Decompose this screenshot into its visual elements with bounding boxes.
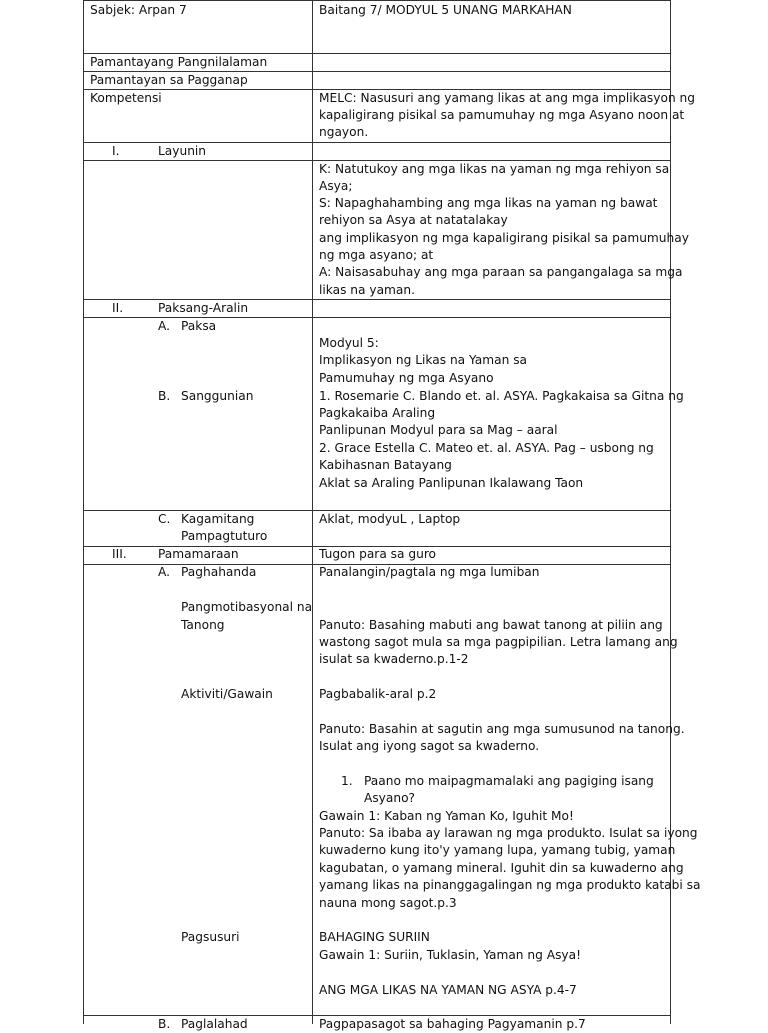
item-letter: A. bbox=[158, 565, 170, 579]
item-letter: B. bbox=[158, 1017, 171, 1031]
gawain1-line: Panuto: Sa ibaba ay larawan ng mga produkto. Isulat sa iyong bbox=[319, 826, 698, 840]
motivation-line: wastong sagot mula sa mga pagpipilian. Letra lamang ang bbox=[319, 635, 678, 649]
gawain1-line: kagubatan, o yamang mineral. Iguhit din sa kuwaderno ang bbox=[319, 861, 684, 875]
gawain1-line: yamang likas na pinanggagalingan ng mga produkto katabi sa bbox=[319, 878, 701, 892]
paghahanda-label: Paghahanda bbox=[181, 565, 257, 579]
table-column-divider bbox=[312, 0, 313, 1024]
item-letter: A. bbox=[158, 319, 170, 333]
table-left-border bbox=[83, 0, 84, 1024]
reference-line: Pagkakaiba Araling bbox=[319, 406, 436, 420]
grade-module-label: Baitang 7/ MODYUL 5 UNANG MARKAHAN bbox=[319, 3, 572, 17]
content-standard-label: Pamantayang Pangnilalaman bbox=[90, 55, 268, 69]
performance-standard-label: Pamantayan sa Pagganap bbox=[90, 73, 248, 87]
objective-line: A: Naisasabuhay ang mga paraan sa pangangalaga sa mga bbox=[319, 265, 683, 279]
gawain1-title: Gawain 1: Kaban ng Yaman Ko, Iguhit Mo! bbox=[319, 809, 574, 823]
reference-line: 2. Grace Estella C. Mateo et. al. ASYA. Pag – usbong ng bbox=[319, 441, 654, 455]
sanggunian-label: Sanggunian bbox=[181, 389, 254, 403]
paghahanda-text: Panalangin/pagtala ng mga lumiban bbox=[319, 565, 540, 579]
kagamitang-label: Kagamitang bbox=[181, 512, 255, 526]
question-line: Asyano? bbox=[364, 791, 416, 805]
objective-line: rehiyon sa Asya at natatalakay bbox=[319, 213, 508, 227]
section-title-pamamaraan: Pamamaraan bbox=[158, 547, 239, 561]
section-number: II. bbox=[112, 301, 124, 315]
section-number: I. bbox=[112, 144, 120, 158]
motivation-label: Tanong bbox=[181, 618, 225, 632]
reference-line: 1. Rosemarie C. Blando et. al. ASYA. Pagkakaisa sa Gitna ng bbox=[319, 389, 684, 403]
analysis-line: Gawain 1: Suriin, Tuklasin, Yaman ng Asya! bbox=[319, 948, 581, 962]
activity-instruction-line: Isulat ang iyong sagot sa kwaderno. bbox=[319, 739, 540, 753]
competency-line: MELC: Nasusuri ang yamang likas at ang mga implikasyon ng bbox=[319, 91, 695, 105]
row-divider bbox=[83, 0, 671, 1]
motivation-line: isulat sa kwaderno.p.1-2 bbox=[319, 652, 469, 666]
analysis-label: Pagsusuri bbox=[181, 930, 240, 944]
objective-line: likas na yaman. bbox=[319, 283, 415, 297]
paglalahad-text: Pagpapasagot sa bahaging Pagyamanin p.7 bbox=[319, 1017, 586, 1031]
activity-instruction-line: Panuto: Basahin at sagutin ang mga sumusunod na tanong. bbox=[319, 722, 685, 736]
question-number: 1. bbox=[341, 774, 353, 788]
paksa-line: Implikasyon ng Likas na Yaman sa bbox=[319, 353, 528, 367]
analysis-reference: ANG MGA LIKAS NA YAMAN NG ASYA p.4-7 bbox=[319, 983, 577, 997]
section-title-paksang-aralin: Paksang-Aralin bbox=[158, 301, 249, 315]
paksa-line: Pamumuhay ng mga Asyano bbox=[319, 371, 494, 385]
teacher-response-header: Tugon para sa guro bbox=[319, 547, 437, 561]
activity-review-text: Pagbabalik-aral p.2 bbox=[319, 687, 437, 701]
section-title-layunin: Layunin bbox=[158, 144, 207, 158]
competency-line: kapaligirang pisikal sa pamumuhay ng mga Asyano noon at bbox=[319, 108, 685, 122]
reference-line: Kabihasnan Batayang bbox=[319, 458, 452, 472]
objective-line: Asya; bbox=[319, 179, 353, 193]
gawain1-line: nauna mong sagot.p.3 bbox=[319, 896, 457, 910]
objective-line: S: Napaghahambing ang mga likas na yaman ng bawat bbox=[319, 196, 658, 210]
objective-line: ng mga asyano; at bbox=[319, 248, 434, 262]
paglalahad-label: Paglalahad bbox=[181, 1017, 248, 1031]
reference-line: Aklat sa Araling Panlipunan Ikalawang Taon bbox=[319, 476, 584, 490]
competency-line: ngayon. bbox=[319, 125, 369, 139]
question-line: Paano mo maipagmamalaki ang pagiging isang bbox=[364, 774, 654, 788]
objective-line: ang implikasyon ng mga kapaligirang pisikal sa pamumuhay bbox=[319, 231, 689, 245]
kagamitang-label: Pampagtuturo bbox=[181, 529, 268, 543]
materials-text: Aklat, modyuL , Laptop bbox=[319, 512, 461, 526]
analysis-line: BAHAGING SURIIN bbox=[319, 930, 430, 944]
objective-line: K: Natutukoy ang mga likas na yaman ng mga rehiyon sa bbox=[319, 162, 670, 176]
paksa-label: Paksa bbox=[181, 319, 217, 333]
competency-label: Kompetensi bbox=[90, 91, 162, 105]
gawain1-line: kuwaderno kung ito'y yamang lupa, yamang tubig, yaman bbox=[319, 843, 676, 857]
section-number: III. bbox=[112, 547, 127, 561]
activity-label: Aktiviti/Gawain bbox=[181, 687, 273, 701]
subject-label: Sabjek: Arpan 7 bbox=[90, 3, 187, 17]
motivation-line: Panuto: Basahing mabuti ang bawat tanong at piliin ang bbox=[319, 618, 663, 632]
item-letter: C. bbox=[158, 512, 171, 526]
motivation-label: Pangmotibasyonal na bbox=[181, 600, 313, 614]
paksa-line: Modyul 5: bbox=[319, 336, 379, 350]
item-letter: B. bbox=[158, 389, 171, 403]
reference-line: Panlipunan Modyul para sa Mag – aaral bbox=[319, 423, 558, 437]
